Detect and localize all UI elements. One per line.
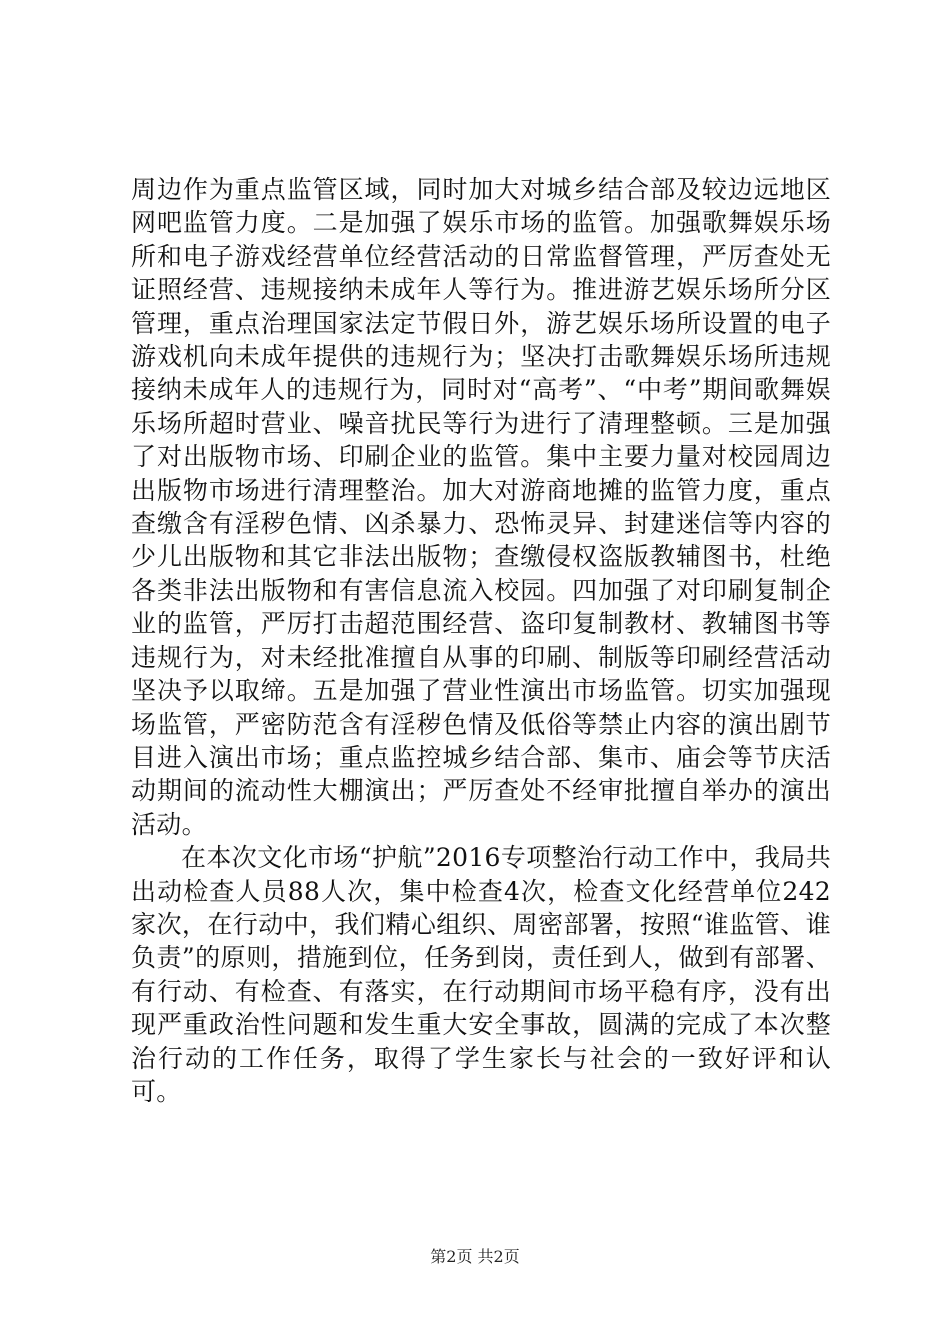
paragraph-2: 在本次文化市场“护航”2016专项整治行动工作中，我局共出动检查人员88人次，集中检查4次，检查文化经营单位242家次，在行动中，我们精心组织、周密部署，按照“谁监管、谁负责”的原则，措施到位，任务到岗，责任到人，做到有部署、有行动、有检查、有落实，在行动期间市场平稳有序，没有出现严重政治性问题和发生重大安全事故，圆满的完成了本次整治行动的工作任务，取得了学生家长与社会的一致好评和认可。 xyxy=(131,843,831,1106)
paragraph-1: 周边作为重点监管区域，同时加大对城乡结合部及较边远地区网吧监管力度。二是加强了娱乐市场的监管。加强歌舞娱乐场所和电子游戏经营单位经营活动的日常监督管理，严厉查处无证照经营、违规接纳未成年人等行为。推进游艺娱乐场所分区管理，重点治理国家法定节假日外，游艺娱乐场所设置的电子游戏机向未成年提供的违规行为；坚决打击歌舞娱乐场所违规接纳未成年人的违规行为，同时对“高考”、“中考”期间歌舞娱乐场所超时营业、噪音扰民等行为进行了清理整顿。三是加强了对出版物市场、印刷企业的监管。集中主要力量对校园周边出版物市场进行清理整治。加大对游商地摊的监管力度，重点查缴含有淫秽色情、凶杀暴力、恐怖灵异、封建迷信等内容的少儿出版物和其它非法出版物；查缴侵权盗版教辅图书，杜绝各类非法出版物和有害信息流入校园。四加强了对印刷复制企业的监管，严厉打击超范围经营、盗印复制教材、教辅图书等违规行为，对未经批准擅自从事的印刷、制版等印刷经营活动坚决予以取缔。五是加强了营业性演出市场监管。切实加强现场监管，严密防范含有淫秽色情及低俗等禁止内容的演出剧节目进入演出市场；重点监控城乡结合部、集市、庙会等节庆活动期间的流动性大棚演出；严厉查处不经审批擅自举办的演出活动。 xyxy=(131,175,831,839)
body-text xyxy=(131,173,831,1108)
page-footer: 第2页 共2页 xyxy=(430,1247,520,1266)
